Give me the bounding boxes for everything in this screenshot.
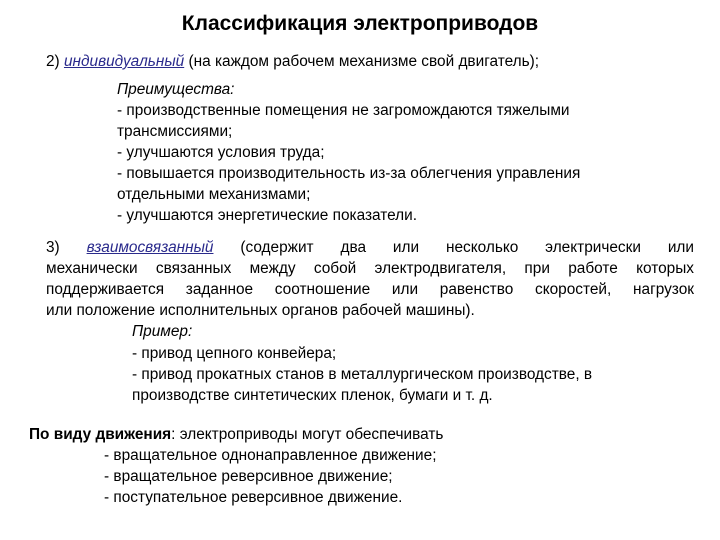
section2-description: (на каждом рабочем механизме свой двигатель); <box>184 53 540 70</box>
section3-body-line: поддерживается заданное соотношение или равенство скоростей, нагрузок <box>46 281 694 298</box>
slide-title: Классификация электроприводов <box>181 12 539 35</box>
motion-label: По виду движения <box>29 426 172 443</box>
advantages-label: Преимущества: <box>117 81 235 98</box>
advantage-line: отдельными механизмами; <box>117 186 311 203</box>
advantage-line: - производственные помещения не загромождаются тяжелыми <box>117 102 570 119</box>
advantage-line: - улучшаются энергетические показатели. <box>117 207 418 224</box>
example-line: - привод цепного конвейера; <box>132 345 337 362</box>
section3-heading <box>46 238 694 258</box>
example-label: Пример: <box>132 323 193 340</box>
motion-item: - поступательное реверсивное движение. <box>104 489 403 506</box>
motion-description: : электроприводы могут обеспечивать <box>171 426 444 443</box>
section2-prefix: 2) <box>46 53 64 70</box>
advantage-line: трансмиссиями; <box>117 123 233 140</box>
section3-prefix: 3) <box>46 239 87 256</box>
advantage-line: - улучшаются условия труда; <box>117 144 325 161</box>
section2-heading <box>46 52 539 72</box>
section3-body-line: или положение исполнительных органов рабочей машины). <box>46 302 475 319</box>
motion-item: - вращательное однонаправленное движение; <box>104 447 437 464</box>
section3-description: (содержит два или несколько электрически или <box>213 239 695 256</box>
section2-term: индивидуальный <box>63 53 185 70</box>
advantage-line: - повышается производительность из-за облегчения управления <box>117 165 581 182</box>
example-line: производстве синтетических пленок, бумаги и т. д. <box>132 387 493 404</box>
motion-item: - вращательное реверсивное движение; <box>104 468 393 485</box>
section3-term: взаимосвязанный <box>86 239 214 256</box>
section3-body-line: механически связанных между собой электродвигателя, при работе которых <box>46 260 694 277</box>
example-line: - привод прокатных станов в металлургическом производстве, в <box>132 366 593 383</box>
motion-heading <box>29 425 443 445</box>
